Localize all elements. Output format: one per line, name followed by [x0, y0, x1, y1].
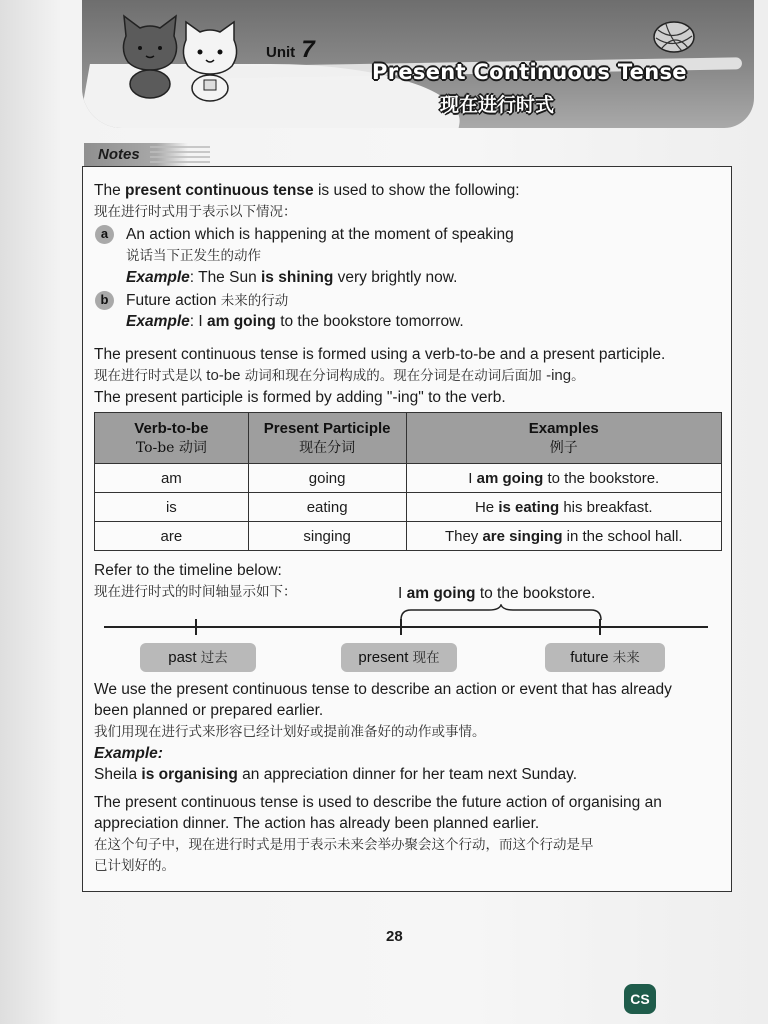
table-row [95, 522, 722, 551]
timeline-label-future: future 未来 [545, 643, 665, 672]
notes-stripes-decoration [150, 146, 210, 164]
usage-line-2: been planned or prepared earlier. [94, 702, 324, 719]
cell-participle: going [248, 464, 406, 493]
item-a-text: An action which is happening at the moment of speaking [126, 226, 514, 243]
explanation-line-1: The present continuous tense is used to describe the future action of organising an [94, 794, 662, 811]
table-header-row [95, 413, 722, 464]
cell-verb: am [95, 464, 249, 493]
header-verb-to-be: Verb-to-be To-be 动词 [95, 413, 249, 464]
cell-participle: eating [248, 493, 406, 522]
item-b-example: Example: I am going to the bookstore tomorrow. [126, 313, 464, 330]
timeline-tick-present [400, 619, 402, 635]
table-row [95, 464, 722, 493]
table-row [95, 493, 722, 522]
unit-label [266, 36, 315, 64]
timeline-brace-icon [399, 604, 603, 622]
page-number: 28 [386, 928, 403, 945]
verb-to-be-table [94, 412, 722, 551]
unit-number: 7 [301, 36, 315, 63]
item-a-example: Example: The Sun is shining very brightly now. [126, 269, 458, 286]
timeline-intro-chinese: 现在进行时式的时间轴显示如下： [94, 584, 297, 600]
explanation-chinese-1: 在这个句子中，现在进行时式是用于表示未来会举办聚会这个行动，而这个行动是早 [94, 837, 594, 853]
timeline-intro: Refer to the timeline below: [94, 562, 282, 579]
timeline-label-past: past 过去 [140, 643, 256, 672]
yarn-ball-icon [652, 20, 696, 54]
unit-word: Unit [266, 44, 296, 61]
explanation-line-2: appreciation dinner. The action has already been planned earlier. [94, 815, 540, 832]
cat-mascot-dark-icon [118, 14, 182, 100]
item-b-text: Future action 未来的行动 [126, 292, 289, 309]
cell-example: They are singing in the school hall. [406, 522, 721, 551]
item-b-badge: b [95, 291, 114, 310]
intro-sentence-chinese: 现在进行时式用于表示以下情况： [94, 204, 297, 220]
item-a-chinese: 说话当下正发生的动作 [126, 248, 261, 264]
timeline-tick-future [599, 619, 601, 635]
header-present-participle: Present Participle 现在分词 [248, 413, 406, 464]
usage-line-1: We use the present continuous tense to describe an action or event that has already [94, 681, 672, 698]
camscanner-badge: CS [624, 984, 656, 1014]
formation-sentence: The present continuous tense is formed using a verb-to-be and a present participle. [94, 346, 666, 363]
usage-example-label: Example: [94, 745, 163, 762]
usage-example-sentence: Sheila is organising an appreciation dinner for her team next Sunday. [94, 766, 578, 783]
timeline-sentence: I am going to the bookstore. [398, 585, 596, 602]
intro-sentence: The present continuous tense is used to show the following: [94, 182, 520, 199]
timeline-label-present: present 现在 [341, 643, 457, 672]
cat-mascot-light-icon [178, 18, 242, 104]
cell-verb: are [95, 522, 249, 551]
cell-example: He is eating his breakfast. [406, 493, 721, 522]
cell-verb: is [95, 493, 249, 522]
header-examples: Examples 例子 [406, 413, 721, 464]
page-title-english: Present Continuous Tense [372, 60, 687, 84]
cell-participle: singing [248, 522, 406, 551]
page-title-chinese: 现在进行时式 [440, 95, 555, 116]
item-a-badge: a [95, 225, 114, 244]
formation-sentence-chinese: 现在进行时式是以 to-be 动词和现在分词构成的。现在分词是在动词后面加 -ing。 [94, 367, 585, 384]
explanation-chinese-2: 已计划好的。 [94, 858, 175, 874]
participle-sentence: The present participle is formed by adding "-ing" to the verb. [94, 389, 506, 406]
usage-chinese: 我们用现在进行式来形容已经计划好或提前准备好的动作或事情。 [94, 724, 486, 740]
timeline-tick-past [195, 619, 197, 635]
notes-tab-label: Notes [98, 146, 140, 163]
cell-example: I am going to the bookstore. [406, 464, 721, 493]
